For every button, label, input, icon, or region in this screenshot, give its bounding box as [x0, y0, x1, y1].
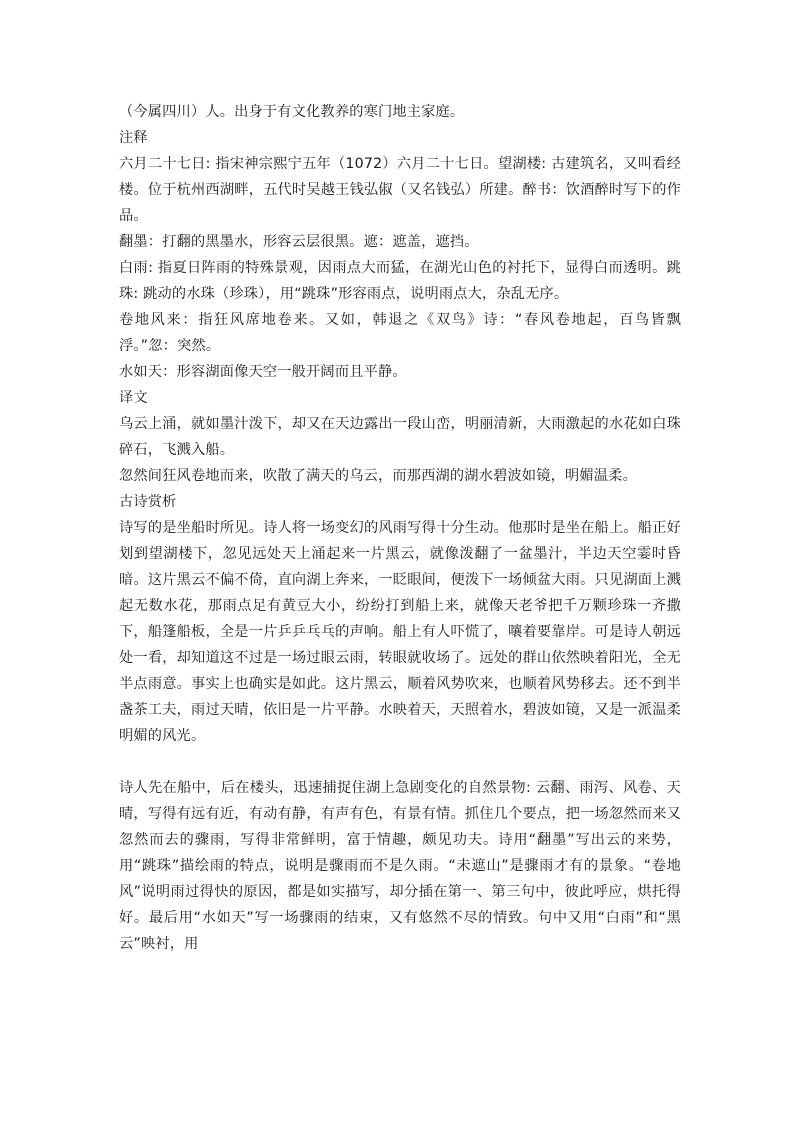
note-item: 六月二十七日: 指宋神宗熙宁五年（1072）六月二十七日。望湖楼: 古建筑名，又叫看经楼。位于杭州西湖畔，五代时吴越王钱弘俶（又名钱弘）所建。醉书：饮酒醉时写下的作品。: [119, 156, 681, 224]
page-content: [119, 99, 681, 957]
translation-item: 乌云上涌，就如墨汁泼下，却又在天边露出一段山峦，明丽清新，大雨激起的水花如白珠碎石，飞溅入船。: [119, 416, 681, 458]
translation-heading: 译文: [119, 390, 148, 406]
note-item: 白雨: 指夏日阵雨的特殊景观，因雨点大而猛，在湖光山色的衬托下，显得白而透明。跳珠: 跳动的水珠（珍珠），用“跳珠”形容雨点，说明雨点大，杂乱无序。: [119, 260, 681, 302]
note-item: 翻墨：打翻的黑墨水，形容云层很黑。遮：遮盖，遮挡。: [119, 234, 479, 250]
translation-item: 忽然间狂风卷地而来，吹散了满天的乌云，而那西湖的湖水碧波如镜，明媚温柔。: [119, 468, 637, 484]
paragraph-spacer: [119, 749, 681, 775]
appreciation-heading: 古诗赏析: [119, 494, 177, 510]
note-item: 卷地风来：指狂风席地卷来。又如，韩退之《双鸟》诗：“春风卷地起，百鸟皆飘浮。”忽：突然。: [119, 312, 681, 354]
notes-heading: 注释: [119, 130, 148, 146]
appreciation-paragraph: 诗人先在船中，后在楼头，迅速捕捉住湖上急剧变化的自然景物: 云翻、雨泻、风卷、天晴，写得有远有近，有动有静，有声有色，有景有情。抓住几个要点，把一场忽然而来又忽然而去的骤雨，写得非常鲜明，富于情趣，颇见功夫。诗用“翻墨”写出云的来势，用“跳珠”描绘雨的特点，说明是骤雨而不是久雨。“未遮山”是骤雨才有的景象。“卷地风”说明雨过得快的原因，都是如实描写，却分插在第一、第三句中，彼此呼应，烘托得好。最后用“水如天”写一场骤雨的结束，又有悠然不尽的情致。句中又用“白雨”和“黑云”映衬，用: [119, 780, 681, 952]
intro-line: （今属四川）人。出身于有文化教养的寒门地主家庭。: [119, 104, 465, 120]
note-item: 水如天：形容湖面像天空一般开阔而且平静。: [119, 364, 407, 380]
appreciation-paragraph: 诗写的是坐船时所见。诗人将一场变幻的风雨写得十分生动。他那时是坐在船上。船正好划到望湖楼下，忽见远处天上涌起来一片黑云，就像泼翻了一盆墨汁，半边天空霎时昏暗。这片黑云不偏不倚，直向湖上奔来，一眨眼间，便泼下一场倾盆大雨。只见湖面上溅起无数水花，那雨点足有黄豆大小，纷纷打到船上来，就像天老爷把千万颗珍珠一齐撒下，船篷船板，全是一片乒乒乓乓的声响。船上有人吓慌了，嚷着要靠岸。可是诗人朝远处一看，却知道这不过是一场过眼云雨，转眼就收场了。远处的群山依然映着阳光，全无半点雨意。事实上也确实是如此。这片黑云，顺着风势吹来，也顺着风势移去。还不到半盏茶工夫，雨过天晴，依旧是一片平静。水映着天，天照着水，碧波如镜，又是一派温柔明媚的风光。: [119, 520, 681, 744]
